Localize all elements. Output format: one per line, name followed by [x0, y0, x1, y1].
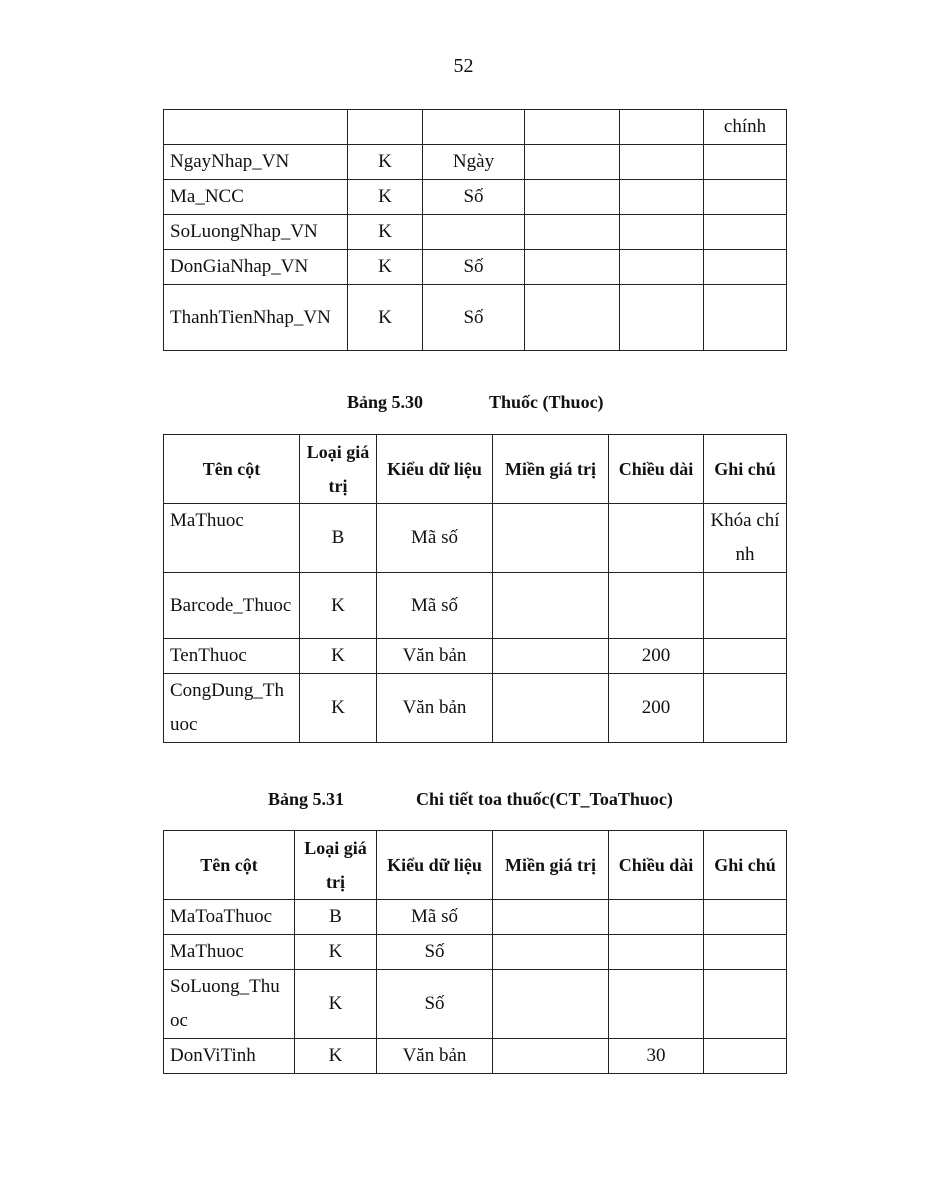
cell-ghi-chu — [704, 900, 787, 935]
cell-loai-gia-tri: K — [300, 639, 377, 674]
cell-chieu-dai — [620, 110, 704, 145]
cell-ghi-chu — [704, 639, 787, 674]
cell-chieu-dai: 200 — [609, 639, 704, 674]
cell-ghi-chu — [704, 1039, 787, 1074]
cell-kieu-du-lieu: Văn bản — [377, 639, 493, 674]
header-chieu-dai: Chiều dài — [609, 435, 704, 504]
cell-ten-cot: Ma_NCC — [164, 180, 348, 215]
cell-chieu-dai — [609, 504, 704, 573]
cell-mien-gia-tri — [525, 285, 620, 351]
cell-kieu-du-lieu: Số — [377, 935, 493, 970]
cell-mien-gia-tri — [493, 900, 609, 935]
cell-mien-gia-tri — [493, 1039, 609, 1074]
header-ten-cot: Tên cột — [164, 435, 300, 504]
table-row — [164, 573, 787, 639]
caption-title: Thuốc (Thuoc) — [489, 392, 604, 412]
table-row — [164, 215, 787, 250]
header-kieu-du-lieu: Kiểu dữ liệu — [377, 435, 493, 504]
cell-ghi-chu — [704, 145, 787, 180]
table-row — [164, 970, 787, 1039]
cell-mien-gia-tri — [525, 250, 620, 285]
header-ten-cot: Tên cột — [164, 831, 295, 900]
cell-loai-gia-tri: K — [295, 970, 377, 1039]
cell-ten-cot: SoLuong_Thuoc — [164, 970, 295, 1039]
cell-loai-gia-tri: K — [300, 573, 377, 639]
cell-ghi-chu — [704, 573, 787, 639]
cell-loai-gia-tri: K — [295, 1039, 377, 1074]
cell-ten-cot: DonViTinh — [164, 1039, 295, 1074]
cell-ten-cot: DonGiaNhap_VN — [164, 250, 348, 285]
cell-ten-cot: CongDung_Thuoc — [164, 674, 300, 743]
table-row — [164, 250, 787, 285]
table-row — [164, 285, 787, 351]
cell-mien-gia-tri — [525, 215, 620, 250]
table-nhap-thuoc-continued — [163, 109, 787, 351]
cell-loai-gia-tri: K — [348, 250, 423, 285]
table-thuoc — [163, 434, 787, 743]
cell-mien-gia-tri — [493, 504, 609, 573]
caption-title: Chi tiết toa thuốc(CT_ToaThuoc) — [416, 789, 673, 809]
cell-ten-cot: Barcode_Thuoc — [164, 573, 300, 639]
cell-loai-gia-tri: B — [300, 504, 377, 573]
cell-loai-gia-tri: K — [348, 180, 423, 215]
cell-ghi-chu: chính — [704, 110, 787, 145]
cell-ten-cot: ThanhTienNhap_VN — [164, 285, 348, 351]
header-mien-gia-tri: Miền giá trị — [493, 435, 609, 504]
cell-chieu-dai — [609, 573, 704, 639]
table-row — [164, 935, 787, 970]
header-ghi-chu: Ghi chú — [704, 435, 787, 504]
cell-loai-gia-tri: K — [295, 935, 377, 970]
cell-chieu-dai: 30 — [609, 1039, 704, 1074]
cell-mien-gia-tri — [493, 935, 609, 970]
table-row — [164, 1039, 787, 1074]
table-row — [164, 639, 787, 674]
cell-chieu-dai — [609, 900, 704, 935]
table-row — [164, 504, 787, 573]
cell-kieu-du-lieu: Ngày — [423, 145, 525, 180]
cell-mien-gia-tri — [493, 639, 609, 674]
cell-ten-cot: TenThuoc — [164, 639, 300, 674]
cell-chieu-dai — [620, 215, 704, 250]
cell-kieu-du-lieu — [423, 215, 525, 250]
cell-ghi-chu — [704, 250, 787, 285]
cell-chieu-dai — [620, 180, 704, 215]
cell-ten-cot: MaToaThuoc — [164, 900, 295, 935]
cell-ghi-chu — [704, 935, 787, 970]
header-loai-gia-tri: Loại giá trị — [295, 831, 377, 900]
cell-chieu-dai — [609, 935, 704, 970]
header-kieu-du-lieu: Kiểu dữ liệu — [377, 831, 493, 900]
cell-chieu-dai — [620, 250, 704, 285]
cell-kieu-du-lieu: Mã số — [377, 504, 493, 573]
table-caption-thuoc — [347, 392, 604, 413]
cell-kieu-du-lieu: Số — [423, 180, 525, 215]
cell-kieu-du-lieu: Số — [423, 250, 525, 285]
cell-ten-cot — [164, 110, 348, 145]
cell-mien-gia-tri — [525, 180, 620, 215]
cell-kieu-du-lieu: Văn bản — [377, 1039, 493, 1074]
cell-loai-gia-tri: B — [295, 900, 377, 935]
cell-ten-cot: SoLuongNhap_VN — [164, 215, 348, 250]
cell-ghi-chu — [704, 180, 787, 215]
cell-kieu-du-lieu: Mã số — [377, 573, 493, 639]
cell-loai-gia-tri: K — [300, 674, 377, 743]
table-row — [164, 145, 787, 180]
cell-ten-cot: MaThuoc — [164, 504, 300, 573]
cell-ghi-chu — [704, 970, 787, 1039]
cell-loai-gia-tri: K — [348, 285, 423, 351]
header-mien-gia-tri: Miền giá trị — [493, 831, 609, 900]
header-ghi-chu: Ghi chú — [704, 831, 787, 900]
cell-mien-gia-tri — [493, 573, 609, 639]
cell-ghi-chu: Khóa chính — [704, 504, 787, 573]
cell-kieu-du-lieu: Số — [377, 970, 493, 1039]
cell-kieu-du-lieu — [423, 110, 525, 145]
cell-kieu-du-lieu: Mã số — [377, 900, 493, 935]
cell-loai-gia-tri: K — [348, 145, 423, 180]
table-row — [164, 110, 787, 145]
cell-chieu-dai — [620, 285, 704, 351]
header-loai-gia-tri: Loại giá trị — [300, 435, 377, 504]
cell-mien-gia-tri — [493, 674, 609, 743]
page-number: 52 — [453, 55, 474, 77]
caption-number: Bảng 5.30 — [347, 392, 424, 412]
cell-mien-gia-tri — [493, 970, 609, 1039]
cell-ghi-chu — [704, 285, 787, 351]
cell-chieu-dai: 200 — [609, 674, 704, 743]
header-chieu-dai: Chiều dài — [609, 831, 704, 900]
cell-ten-cot: MaThuoc — [164, 935, 295, 970]
table-header-row — [164, 831, 787, 900]
cell-ten-cot: NgayNhap_VN — [164, 145, 348, 180]
table-ct-toa-thuoc — [163, 830, 787, 1074]
cell-loai-gia-tri — [348, 110, 423, 145]
table-caption-ct-toa-thuoc — [268, 789, 673, 810]
cell-mien-gia-tri — [525, 145, 620, 180]
caption-number: Bảng 5.31 — [268, 789, 345, 809]
cell-loai-gia-tri: K — [348, 215, 423, 250]
cell-ghi-chu — [704, 674, 787, 743]
cell-chieu-dai — [620, 145, 704, 180]
cell-kieu-du-lieu: Văn bản — [377, 674, 493, 743]
cell-kieu-du-lieu: Số — [423, 285, 525, 351]
cell-chieu-dai — [609, 970, 704, 1039]
table-row — [164, 674, 787, 743]
table-header-row — [164, 435, 787, 504]
table-row — [164, 900, 787, 935]
cell-mien-gia-tri — [525, 110, 620, 145]
table-row — [164, 180, 787, 215]
cell-ghi-chu — [704, 215, 787, 250]
